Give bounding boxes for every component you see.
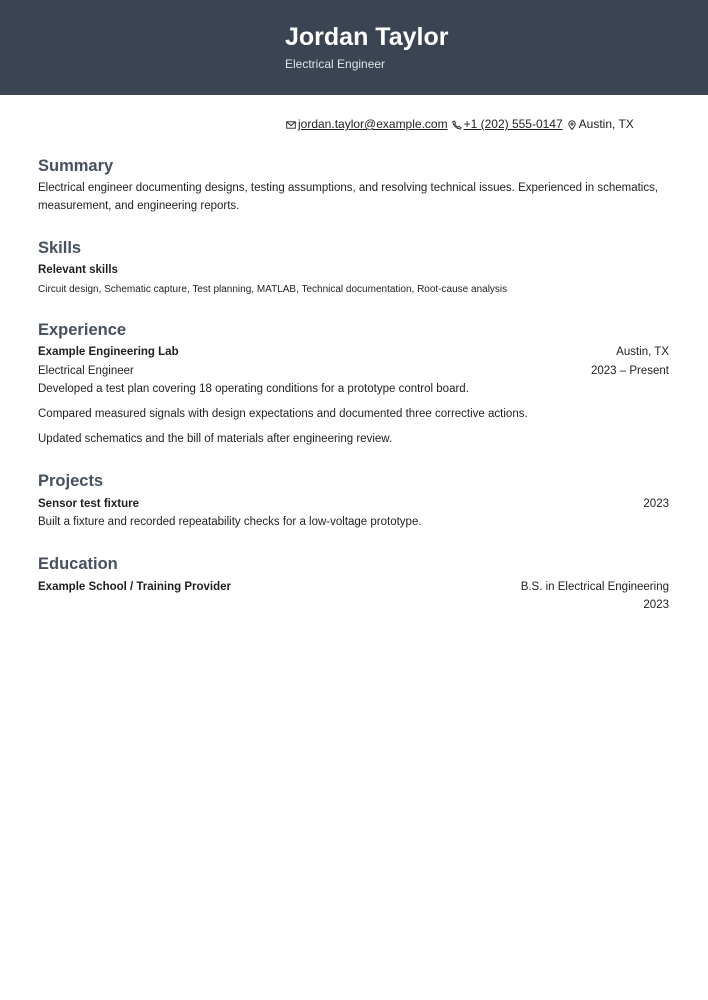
- envelope-icon: [286, 120, 296, 130]
- map-pin-icon: [567, 120, 577, 130]
- experience-organization: Example Engineering Lab: [38, 346, 179, 358]
- projects-heading: Projects: [38, 472, 104, 490]
- contact-email: [286, 116, 448, 132]
- education-year: 2023: [643, 599, 669, 611]
- experience-dates: 2023 – Present: [590, 365, 669, 377]
- contact-location: [567, 116, 634, 132]
- experience-bullet: Updated schematics and the bill of materials after engineering review.: [38, 433, 393, 445]
- experience-heading: Experience: [38, 321, 127, 339]
- project-year: 2023: [643, 498, 669, 510]
- phone-icon: [452, 120, 462, 130]
- candidate-name: Jordan Taylor: [285, 23, 449, 51]
- email-link[interactable]: jordan.taylor@example.com: [298, 117, 448, 131]
- skills-group-label: Relevant skills: [38, 264, 118, 276]
- skills-list: Circuit design, Schematic capture, Test planning, MATLAB, Technical documentation, Root-cause analysis: [38, 284, 508, 295]
- project-description: Built a fixture and recorded repeatability checks for a low-voltage prototype.: [38, 516, 422, 528]
- experience-role: Electrical Engineer: [38, 365, 134, 377]
- skills-heading: Skills: [38, 239, 82, 257]
- education-degree: B.S. in Electrical Engineering: [520, 581, 669, 593]
- experience-bullet: Developed a test plan covering 18 operating conditions for a prototype control board.: [38, 383, 469, 395]
- contact-bar: [286, 116, 638, 132]
- summary-text: Electrical engineer documenting designs, testing assumptions, and resolving technical issues. Experienced in schematics, measurement, and engineering reports.: [38, 182, 659, 212]
- education-school: Example School / Training Provider: [38, 581, 231, 593]
- candidate-title: Electrical Engineer: [285, 57, 386, 71]
- education-heading: Education: [38, 555, 118, 573]
- resume-header: [0, 0, 708, 95]
- phone-link[interactable]: +1 (202) 555-0147: [463, 117, 563, 131]
- contact-phone: [452, 116, 563, 132]
- experience-location: Austin, TX: [616, 346, 669, 358]
- location-text: Austin, TX: [578, 117, 634, 131]
- project-name: Sensor test fixture: [38, 498, 139, 510]
- experience-bullet: Compared measured signals with design expectations and documented three corrective actions.: [38, 408, 528, 420]
- summary-heading: Summary: [38, 157, 114, 175]
